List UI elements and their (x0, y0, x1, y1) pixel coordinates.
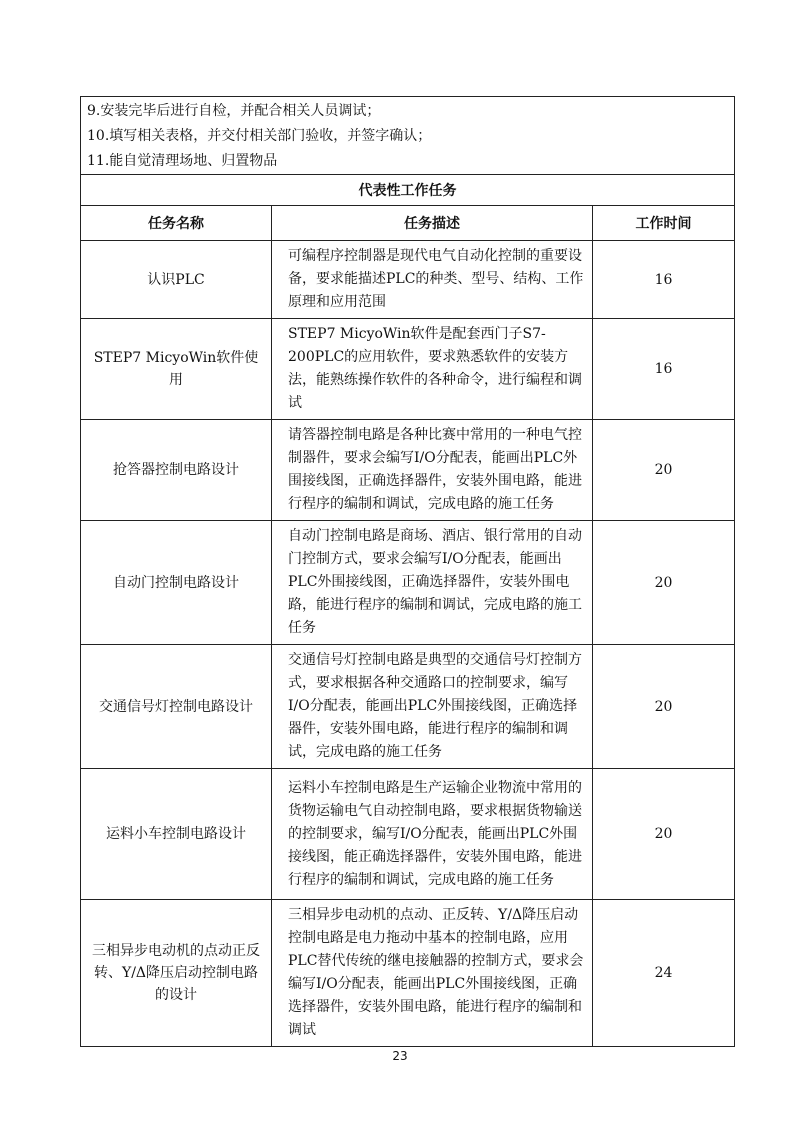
work-task-table (80, 96, 735, 1047)
section-title-row (81, 175, 735, 206)
task-name: 三相异步电动机的点动正反转、Y/Δ降压启动控制电路的设计 (81, 900, 272, 1047)
task-hours: 16 (593, 241, 735, 319)
task-description: 可编程序控制器是现代电气自动化控制的重要设备，要求能描述PLC的种类、型号、结构、工作原理和应用范围 (272, 241, 593, 319)
header-row (81, 206, 735, 241)
intro-line-9: 9.安装完毕后进行自检，并配合相关人员调试； (87, 103, 381, 119)
intro-row (81, 97, 735, 175)
table-row (81, 521, 735, 645)
task-description: 请答器控制电路是各种比赛中常用的一种电气控制器件，要求会编写I/O分配表，能画出PLC外围接线图，正确选择器件，安装外围电路，能进行程序的编制和调试，完成电路的施工任务 (272, 420, 593, 521)
column-header-description: 任务描述 (272, 206, 593, 241)
table-row (81, 420, 735, 521)
task-name: 认识PLC (81, 241, 272, 319)
task-name: 抢答器控制电路设计 (81, 420, 272, 521)
task-hours: 24 (593, 900, 735, 1047)
task-name: 交通信号灯控制电路设计 (81, 645, 272, 769)
table-row (81, 241, 735, 319)
table-row (81, 319, 735, 420)
table-row (81, 900, 735, 1047)
task-description: 三相异步电动机的点动、正反转、Y/Δ降压启动控制电路是电力拖动中基本的控制电路，应用PLC替代传统的继电接触器的控制方式，要求会编写I/O分配表，能画出PLC外围接线图，正确选择器件，安装外围电路，能进行程序的编制和调试 (272, 900, 593, 1047)
task-description: 自动门控制电路是商场、酒店、银行常用的自动门控制方式，要求会编写I/O分配表，能画出PLC外围接线图，正确选择器件，安装外围电路，能进行程序的编制和调试，完成电路的施工任务 (272, 521, 593, 645)
task-hours: 20 (593, 645, 735, 769)
task-description: 交通信号灯控制电路是典型的交通信号灯控制方式，要求根据各种交通路口的控制要求，编写I/O分配表，能画出PLC外围接线图，正确选择器件，安装外围电路，能进行程序的编制和调试，完成电路的施工任务 (272, 645, 593, 769)
intro-line-11: 11.能自觉清理场地、归置物品 (87, 153, 278, 169)
intro-line-10: 10.填写相关表格，并交付相关部门验收，并签字确认； (87, 128, 432, 144)
task-hours: 20 (593, 420, 735, 521)
task-description: 运料小车控制电路是生产运输企业物流中常用的货物运输电气自动控制电路，要求根据货物输送的控制要求，编写I/O分配表，能画出PLC外围接线图，能正确选择器件，安装外围电路，能进行程序的编制和调试，完成电路的施工任务 (272, 769, 593, 900)
task-name: 自动门控制电路设计 (81, 521, 272, 645)
task-hours: 16 (593, 319, 735, 420)
task-name: 运料小车控制电路设计 (81, 769, 272, 900)
column-header-name: 任务名称 (81, 206, 272, 241)
table-row (81, 769, 735, 900)
intro-cell (81, 97, 735, 175)
task-hours: 20 (593, 521, 735, 645)
section-title: 代表性工作任务 (81, 175, 735, 206)
table-row (81, 645, 735, 769)
task-description: STEP7 MicyoWin软件是配套西门子S7-200PLC的应用软件，要求熟悉软件的安装方法，能熟练操作软件的各种命令，进行编程和调试 (272, 319, 593, 420)
task-name: STEP7 MicyoWin软件使用 (81, 319, 272, 420)
column-header-hours: 工作时间 (593, 206, 735, 241)
page-number: 23 (392, 1049, 408, 1063)
task-hours: 20 (593, 769, 735, 900)
